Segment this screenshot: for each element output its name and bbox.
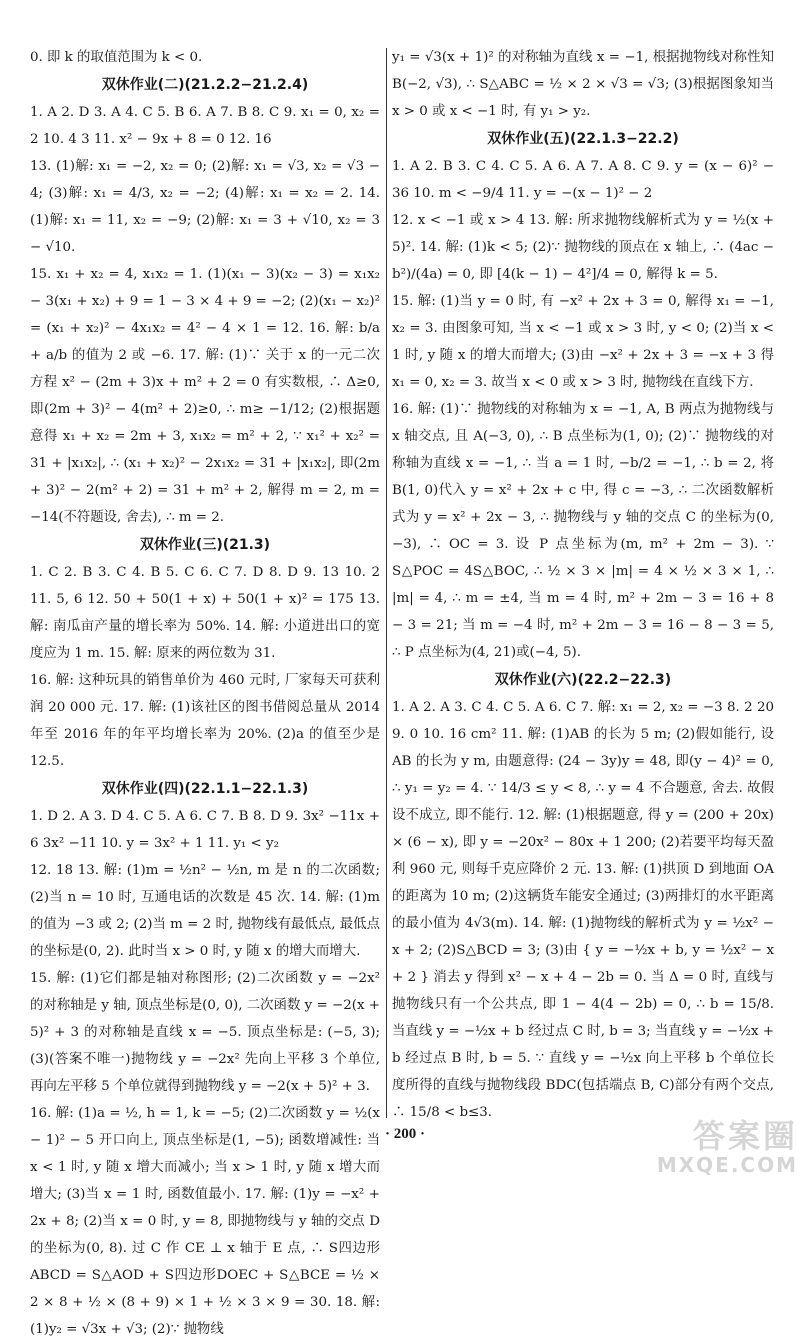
page-number: · 200 · <box>384 1126 425 1142</box>
section4-paragraph: 12. 18 13. 解: (1)m = ½n² − ½n, m 是 n 的二次函数; (2)当 n = 10 时, 互通电话的次数是 45 次. 14. 解: (1)m 的值为 −3 或 2; (2)当 m = 2 时, 抛物线有最低点, 最低点的坐标是(0, 2). 此时当 x > 0 时, y 随 x 的增大而增大. <box>30 863 380 959</box>
right-column <box>392 44 774 1119</box>
section5-paragraph: 12. x < −1 或 x > 4 13. 解: 所求抛物线解析式为 y = ½(x + 5)². 14. 解: (1)k < 5; (2)∵ 抛物线的顶点在 x 轴上, ∴ (4ac − b²)/(4a) = 0, 即 [4(k − 1) − 4²]/4 = 0, 解得 k = 5. <box>392 213 774 282</box>
left-column <box>30 44 380 1337</box>
section2-paragraph: 15. x₁ + x₂ = 4, x₁x₂ = 1. (1)(x₁ − 3)(x₂ − 3) = x₁x₂ − 3(x₁ + x₂) + 9 = 1 − 3 × 4 + 9 = −2; (2)(x₁ − x₂)² = (x₁ + x₂)² − 4x₁x₂ = 4² − 4 × 1 = 12. 16. 解: b/a + a/b 的值为 2 或 −6. 17. 解: (1)∵ 关于 x 的一元二次方程 x² − (2m + 3)x + m² + 2 = 0 有实数根, ∴ Δ≥0, 即(2m + 3)² − 4(m² + 2)≥0, ∴ m≥ −1/12; (2)根据题意得 x₁ + x₂ = 2m + 3, x₁x₂ = m² + 2, ∵ x₁² + x₂² = 31 + |x₁x₂|, ∴ (x₁ + x₂)² − 2x₁x₂ = 31 + |x₁x₂|, 即(2m + 3)² − 2(m² + 2) = 31 + m² + 2, 解得 m = 2, m = −14(不符题设, 舍去), ∴ m = 2. <box>30 267 380 525</box>
section5-paragraph: 15. 解: (1)当 y = 0 时, 有 −x² + 2x + 3 = 0, 解得 x₁ = −1, x₂ = 3. 由图象可知, 当 x < −1 或 x > 3 时, y < 0; (2)当 x < 1 时, y 随 x 的增大而增大; (3)由 −x² + 2x + 3 = −x + 3 得 x₁ = 0, x₂ = 3. 故当 x < 0 或 x > 3 时, 抛物线在直线下方. <box>392 294 774 390</box>
section2-paragraph: 13. (1)解: x₁ = −2, x₂ = 0; (2)解: x₁ = √3, x₂ = √3 − 4; (3)解: x₁ = 4/3, x₂ = −2; (4)解: x₁ = x₂ = 2. 14. (1)解: x₁ = 11, x₂ = −9; (2)解: x₁ = 3 + √10, x₂ = 3 − √10. <box>30 159 380 255</box>
section-title-5: 双休作业(五)(22.1.3−22.2) <box>487 131 679 147</box>
section-title-6: 双休作业(六)(22.2−22.3) <box>494 672 672 688</box>
section-title-2: 双休作业(二)(21.2.2−21.2.4) <box>101 77 309 93</box>
section-title-4: 双休作业(四)(22.1.1−22.1.3) <box>101 781 309 797</box>
section5-paragraph: 1. A 2. B 3. C 4. C 5. A 6. A 7. A 8. C 9. y = (x − 6)² − 36 10. m < −9/4 11. y = −(x − 1)² − 2 <box>392 159 774 201</box>
watermark-logo <box>648 1118 798 1182</box>
section5-paragraph: 16. 解: (1)∵ 抛物线的对称轴为 x = −1, A, B 两点为抛物线与 x 轴交点, 且 A(−3, 0), ∴ B 点坐标为(1, 0); (2)∵ 抛物线的对称轴为直线 x = −1, ∴ 当 a = 1 时, −b/2 = −1, ∴ b = 2, 将 B(1, 0)代入 y = x² + 2x + c 中, 得 c = −3, ∴ 二次函数解析式为 y = x² + 2x − 3, ∴ 抛物线与 y 轴的交点 C 的坐标为(0, −3), ∴ OC = 3. 设 P 点坐标为(m, m² + 2m − 3). ∵ S△POC = 4S△BOC, ∴ ½ × 3 × |m| = 4 × ½ × 3 × 1, ∴ |m| = 4, ∴ m = ±4, 当 m = 4 时, m² + 2m − 3 = 16 + 8 − 3 = 21; 当 m = −4 时, m² + 2m − 3 = 16 − 8 − 3 = 5, ∴ P 点坐标为(4, 21)或(−4, 5). <box>392 402 774 660</box>
section-title-3: 双休作业(三)(21.3) <box>139 537 271 553</box>
left-intro-text: 0. 即 k 的取值范围为 k < 0. <box>30 50 203 65</box>
watermark-sub-text: MXQE.COM <box>656 1153 798 1177</box>
section3-paragraph: 1. C 2. B 3. C 4. B 5. C 6. C 7. D 8. D 9. 13 10. 2 11. 5, 6 12. 50 + 50(1 + x) + 50(1 + x)² = 175 13. 解: 南瓜亩产量的增长率为 50%. 14. 解: 小道进出口的宽度应为 1 m. 15. 解: 原来的两位数为 31. <box>30 565 380 661</box>
section4-paragraph: 1. D 2. A 3. D 4. C 5. A 6. C 7. B 8. D 9. 3x² −11x + 6 3x² −11 10. y = 3x² + 1 11. y₁ < y₂ <box>30 809 380 851</box>
section6-paragraph: 1. A 2. A 3. C 4. C 5. A 6. C 7. 解: x₁ = 2, x₂ = −3 8. 2 20 9. 0 10. 16 cm² 11. 解: (1)AB 的长为 5 m; (2)假如能行, 设 AB 的长为 y m, 由题意得: (24 − 3y)y = 48, 即(y − 4)² = 0, ∴ y₁ = y₂ = 4. ∵ 14/3 ≤ y < 8, ∴ y = 4 不合题意, 舍去. 故假设不成立, 即不能行. 12. 解: (1)根据题意, 得 y = (200 + 20x) × (6 − x), 即 y = −20x² − 80x + 1 200; (2)若要平均每天盈利 960 元, 则每千克应降价 2 元. 13. 解: (1)拱顶 D 到地面 OA 的距离为 10 m; (2)这辆货车能安全通过; (3)两排灯的水平距离的最小值为 4√3(m). 14. 解: (1)抛物线的解析式为 y = ½x² − x + 2; (2)S△BCD = 3; (3)由 { y = −½x + b, y = ½x² − x + 2 } 消去 y 得到 x² − x + 4 − 2b = 0. 当 Δ = 0 时, 直线与抛物线只有一个公共点, 即 1 − 4(4 − 2b) = 0, ∴ b = 15/8. 当直线 y = −½x + b 经过点 C 时, b = 3; 当直线 y = −½x + b 经过点 B 时, b = 5. ∵ 直线 y = −½x 向上平移 b 个单位长度所得的直线与抛物线段 BDC(包括端点 B, C)部分有两个交点, ∴ 15/8 < b≤3. <box>392 700 774 1120</box>
watermark-main-text: 答案圈 <box>692 1117 798 1155</box>
section4-paragraph: 16. 解: (1)a = ½, h = 1, k = −5; (2)二次函数 y = ½(x − 1)² − 5 开口向上, 顶点坐标是(1, −5); 函数增减性: 当 x < 1 时, y 随 x 增大而减小; 当 x > 1 时, y 随 x 增大而增大; (3)当 x = 1 时, 函数值最小. 17. 解: (1)y = −x² + 2x + 8; (2)当 x = 0 时, y = 8, 即抛物线与 y 轴的交点 D 的坐标为(0, 8). 过 C 作 CE ⊥ x 轴于 E 点, ∴ S四边形ABCD = S△AOD + S四边形DOEC + S△BCE = ½ × 2 × 8 + ½ × (8 + 9) × 1 + ½ × 3 × 9 = 30. 18. 解: (1)y₂ = √3x + √3; (2)∵ 抛物线 <box>30 1106 380 1337</box>
right-intro-text: y₁ = √3(x + 1)² 的对称轴为直线 x = −1, 根据抛物线对称性知 B(−2, √3), ∴ S△ABC = ½ × 2 × √3 = √3; (3)根据图象知当 x > 0 或 x < −1 时, 有 y₁ > y₂. <box>392 50 774 119</box>
section2-paragraph: 1. A 2. D 3. A 4. C 5. B 6. A 7. B 8. C 9. x₁ = 0, x₂ = 2 10. 4 3 11. x² − 9x + 8 = 0 12. 16 <box>30 105 380 147</box>
column-divider <box>386 48 387 1118</box>
section3-paragraph: 16. 解: 这种玩具的销售单价为 460 元时, 厂家每天可获利润 20 000 元. 17. 解: (1)该社区的图书借阅总量从 2014 年至 2016 年的年平均增长率为 20%. (2)a 的值至少是 12.5. <box>30 673 380 769</box>
section4-paragraph: 15. 解: (1)它们都是轴对称图形; (2)二次函数 y = −2x² 的对称轴是 y 轴, 顶点坐标是(0, 0), 二次函数 y = −2(x + 5)² + 3 的对称轴是直线 x = −5. 顶点坐标是: (−5, 3); (3)(答案不唯一)抛物线 y = −2x² 先向上平移 3 个单位, 再向左平移 5 个单位就得到抛物线 y = −2(x + 5)² + 3. <box>30 971 380 1094</box>
